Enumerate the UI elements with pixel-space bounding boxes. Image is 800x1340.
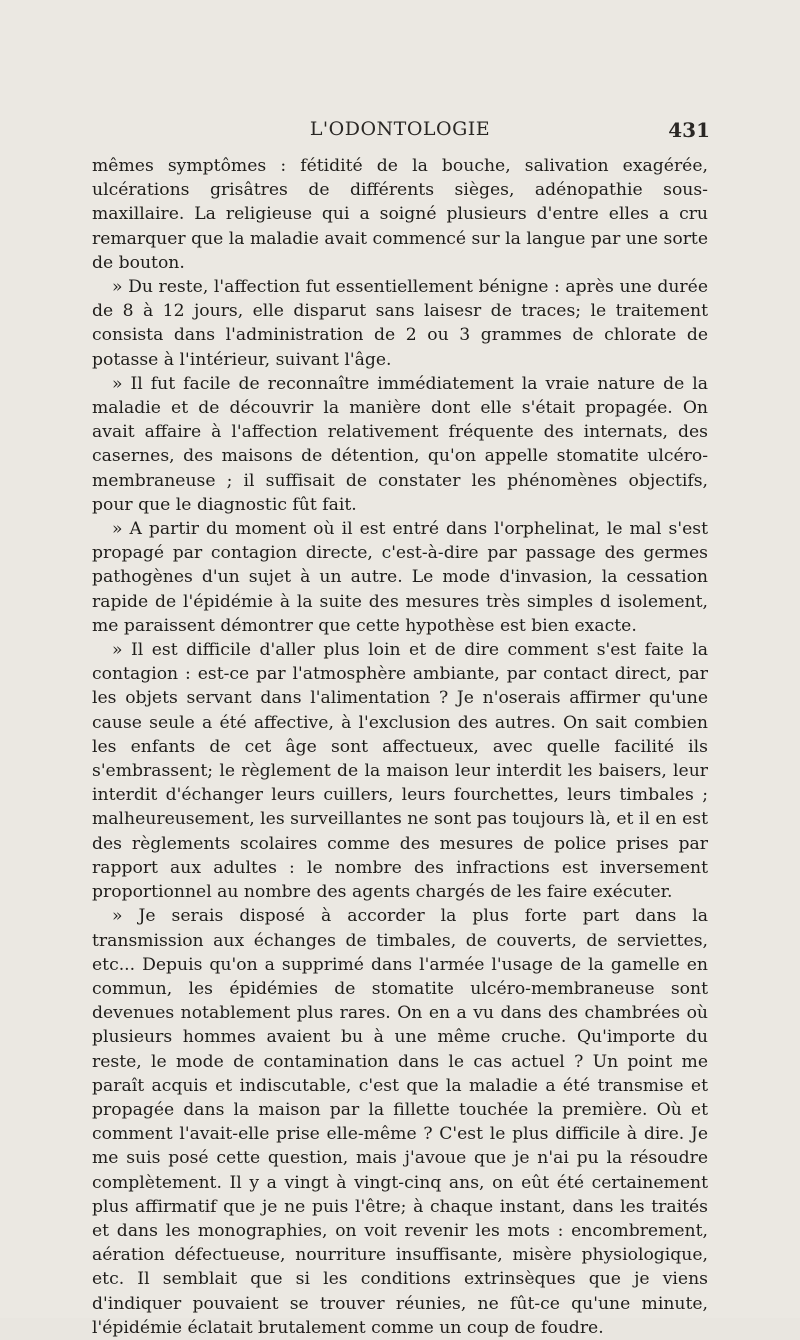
paragraph: » Il fut facile de reconnaître immédiatement la vraie nature de la maladie et de découvrir la manière dont elle s'était propagée. On avait affaire à l'affection relativement fréquente des internats, des casernes, des maisons de détention, qu'on appelle stomatite ulcéro-membraneuse ; il suffisait de constater les phénomènes objectifs, pour que le diagnostic fût fait. [92, 373, 708, 515]
paragraph: » Du reste, l'affection fut essentiellement bénigne : après une durée de 8 à 12 jours, elle disparut sans laisesr de traces; le traitement consista dans l'administration de 2 ou 3 grammes de chlorate de potasse à l'intérieur, suivant l'âge. [92, 277, 708, 370]
paragraph: » A partir du moment où il est entré dans l'orphelinat, le mal s'est propagé par contagion directe, c'est-à-dire par passage des germes pathogènes d'un sujet à un autre. Le mode d'invasion, la cessation rapide de l'épidémie à la suite des mesures très simples d isolement, me paraissent démontrer que cette hypothèse est bien exacte. [92, 519, 708, 636]
paragraph: » Il est difficile d'aller plus loin et de dire comment s'est faite la contagion : est-ce par l'atmosphère ambiante, par contact direct, par les objets servant dans l'alimentation ? Je n'oserais affirmer qu'une cause seule a été affective, à l'exclusion des autres. On sait combien les enfants de cet âge sont affectueux, avec quelle facilité ils s'embrassent; le règlement de la maison leur interdit les baisers, leur interdit d'échanger leurs cuillers, leurs fourchettes, leurs timbales ; malheureusement, les surveillantes ne sont pas toujours là, et il en est des règlements scolaires comme des mesures de police prises par rapport aux adultes : le nombre des infractions est inversement proportionnel au nombre des agents chargés de les faire exécuter. [92, 640, 708, 903]
running-title: L'ODONTOLOGIE [309, 118, 491, 140]
paragraph: » Je serais disposé à accorder la plus forte part dans la transmission aux échanges de timbales, de couverts, de serviettes, etc... Depuis qu'on a supprimé dans l'armée l'usage de la gamelle en commun, les épidémies de stomatite ulcéro-membraneuse sont devenues notablement plus rares. On en a vu dans des chambrées où plusieurs hommes avaient bu à une même cruche. Qu'importe du reste, le mode de contamination dans le cas actuel ? Un point me paraît acquis et indiscutable, c'est que la maladie a été transmise et propagée dans la maison par la fillette touchée la première. Où et comment l'avait-elle prise elle-même ? C'est le plus difficile à dire. Je me suis posé cette question, mais j'avoue que je n'ai pu la résoudre complètement. Il y a vingt à vingt-cinq ans, on eût été certainement plus affirmatif que je ne puis l'être; à chaque instant, dans les traités et dans les monographies, on voit revenir les mots : encombrement, aération défectueuse, nourriture insuffisante, misère physiologique, etc. Il semblait que si les conditions extrinsèques que je viens d'indiquer pouvaient se trouver réunies, ne fût-ce qu'une minute, l'épidémie éclatait brutalement comme un coup de foudre. [92, 906, 708, 1338]
body-text [92, 154, 708, 1340]
page-header [92, 118, 708, 148]
paragraph: mêmes symptômes : fétidité de la bouche, salivation exagérée, ulcérations grisâtres de différents sièges, adénopathie sous-maxillaire. La religieuse qui a soigné plusieurs d'entre elles a cru remarquer que la maladie avait commencé sur la langue par une sorte de bouton. [92, 156, 709, 273]
page-number: 431 [668, 118, 710, 142]
